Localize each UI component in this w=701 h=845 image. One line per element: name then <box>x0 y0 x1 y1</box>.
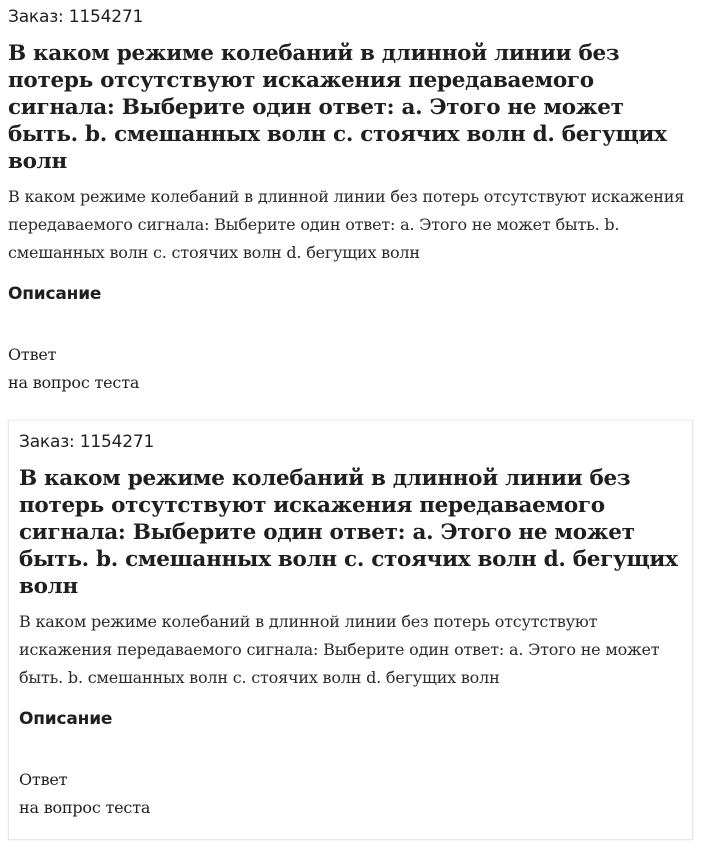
description-heading: Описание <box>8 284 102 304</box>
order-number: Заказ: 1154271 <box>19 432 155 452</box>
order-number: Заказ: 1154271 <box>8 7 144 27</box>
question-text: В каком режиме колебаний в длинной линии без потерь отсутствуют искажения передаваемого сигнала: Выберите один ответ: a. Этого не может быть. b. смешанных волн c. стоячих волн d. бегущих волн <box>19 612 660 687</box>
answer-label: Ответ <box>19 770 68 789</box>
order-card <box>8 420 693 840</box>
answer-text: на вопрос теста <box>19 798 151 817</box>
question-text: В каком режиме колебаний в длинной линии без потерь отсутствуют искажения передаваемого сигнала: Выберите один ответ: a. Этого не может быть. b. смешанных волн c. стоячих волн d. бегущих волн <box>8 187 685 262</box>
order-card <box>8 6 693 397</box>
answer-text: на вопрос теста <box>8 373 140 392</box>
description-heading: Описание <box>19 709 113 729</box>
question-title: В каком режиме колебаний в длинной линии без потерь отсутствуют искажения передаваемого сигнала: Выберите один ответ: a. Этого не может быть. b. смешанных волн c. стоячих волн d. бегущих волн <box>19 466 678 599</box>
question-title: В каком режиме колебаний в длинной линии без потерь отсутствуют искажения передаваемого сигнала: Выберите один ответ: a. Этого не может быть. b. смешанных волн c. стоячих волн d. бегущих волн <box>8 41 667 174</box>
answer-label: Ответ <box>8 345 57 364</box>
